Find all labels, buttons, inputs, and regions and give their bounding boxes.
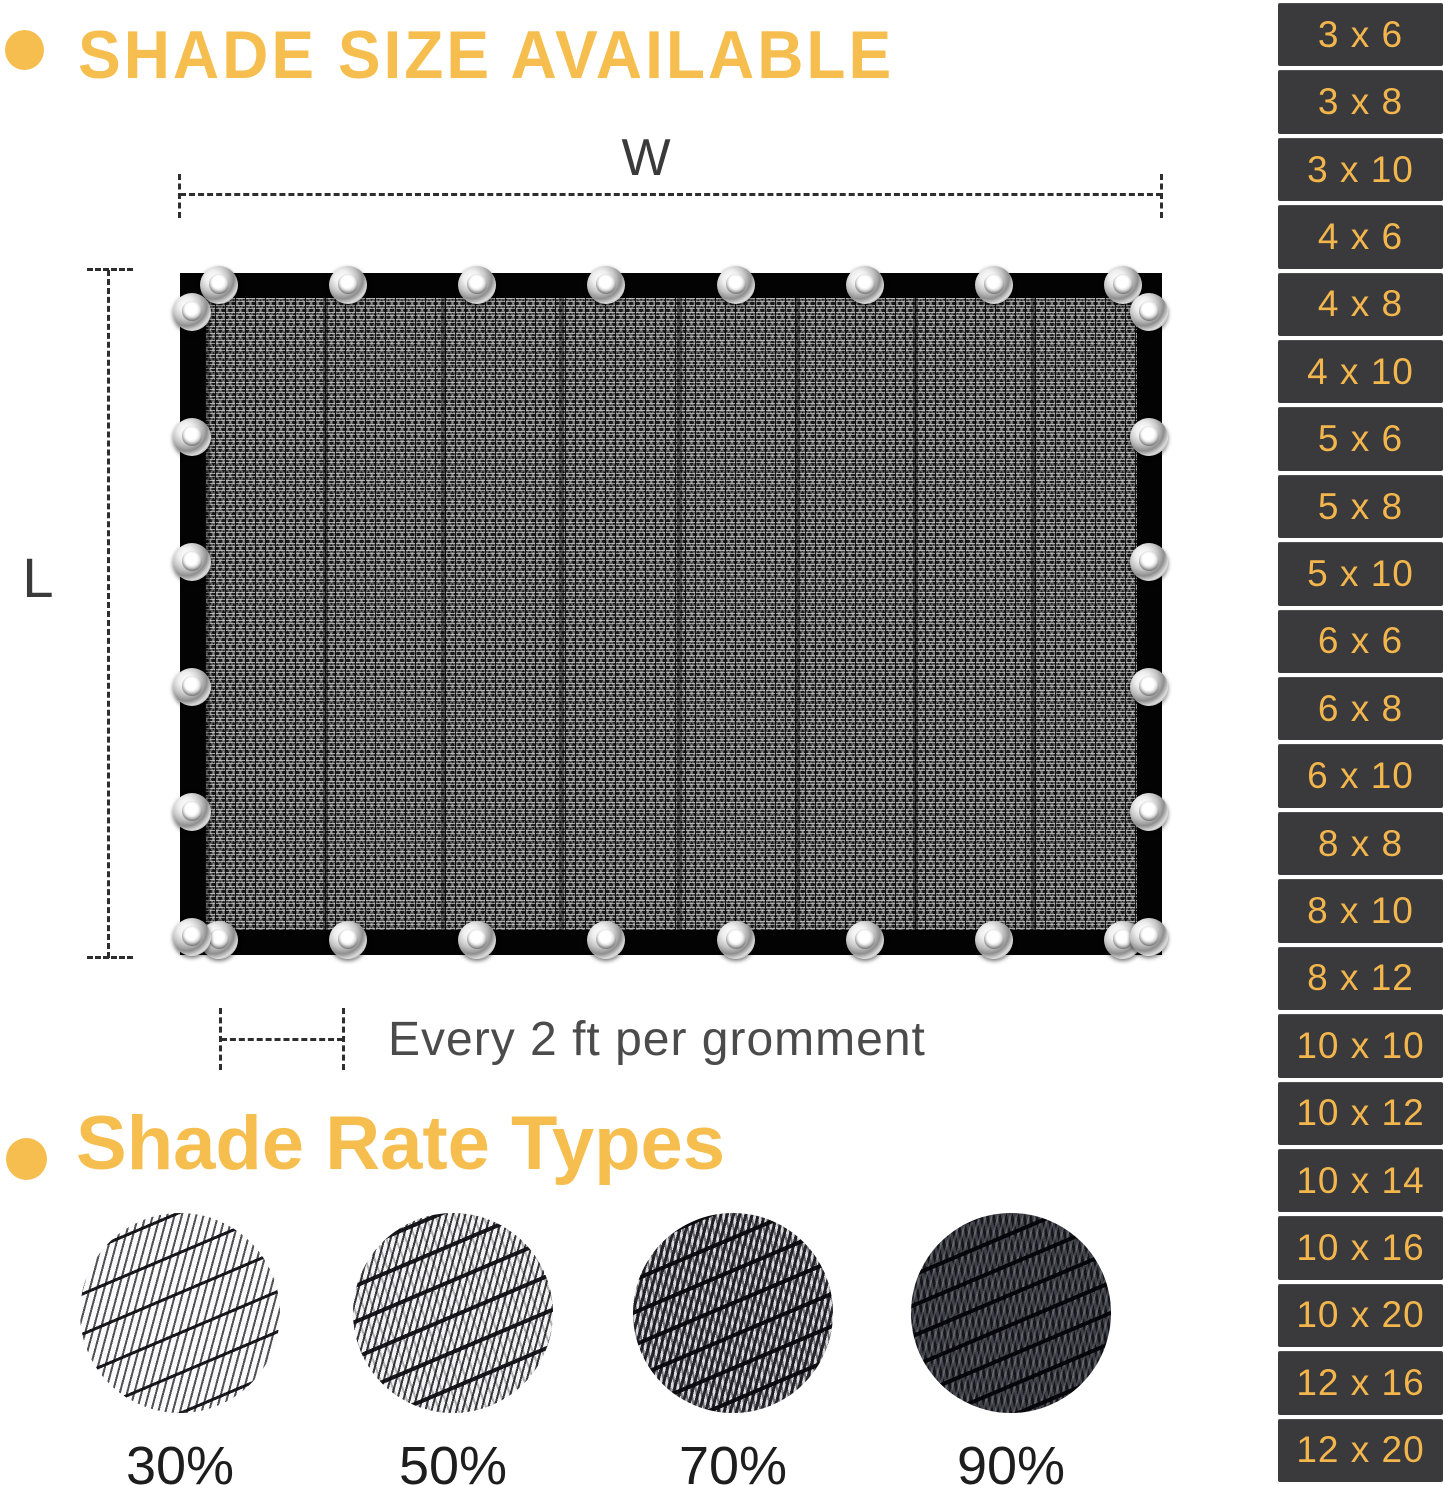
grommet-spacing-note: Every 2 ft per gromment xyxy=(388,1013,926,1066)
page-title: SHADE SIZE AVAILABLE xyxy=(78,16,895,94)
size-option: 5 x 10 xyxy=(1278,542,1443,605)
length-dimension-label: L xyxy=(22,546,54,609)
mesh-swatch-70-icon xyxy=(633,1213,833,1413)
size-option: 6 x 6 xyxy=(1278,610,1443,673)
size-option: 10 x 12 xyxy=(1278,1082,1443,1145)
grommet-icon xyxy=(846,921,884,959)
size-option: 8 x 12 xyxy=(1278,947,1443,1010)
size-option: 6 x 10 xyxy=(1278,744,1443,807)
size-option: 4 x 10 xyxy=(1278,340,1443,403)
grommet-icon xyxy=(1130,293,1168,331)
bullet-icon xyxy=(5,30,44,70)
grommet-icon xyxy=(173,293,211,331)
mesh-swatch-50-icon xyxy=(353,1213,553,1413)
size-option: 6 x 8 xyxy=(1278,677,1443,740)
shade-net xyxy=(180,273,1162,955)
width-dimension-line xyxy=(180,193,1162,196)
grommet-icon xyxy=(173,543,211,581)
size-option: 5 x 8 xyxy=(1278,475,1443,538)
grommet-icon xyxy=(975,921,1013,959)
shade-rate-item xyxy=(633,1213,833,1485)
grommet-icon xyxy=(1130,418,1168,456)
marker-right-tick xyxy=(342,1008,345,1070)
shade-rate-percent: 30% xyxy=(125,1436,235,1485)
grommet-icon xyxy=(717,266,755,304)
size-option: 12 x 16 xyxy=(1278,1351,1443,1414)
size-option: 4 x 8 xyxy=(1278,273,1443,336)
size-option: 3 x 10 xyxy=(1278,138,1443,201)
shade-rate-percent: 70% xyxy=(678,1436,788,1485)
mesh-swatch-30-icon xyxy=(80,1213,280,1413)
shade-rate-item xyxy=(911,1213,1111,1485)
grommet-icon xyxy=(717,921,755,959)
grommet-icon xyxy=(1130,668,1168,706)
size-option: 5 x 6 xyxy=(1278,407,1443,470)
size-option: 4 x 6 xyxy=(1278,205,1443,268)
mesh-texture xyxy=(205,298,1137,930)
size-option: 10 x 10 xyxy=(1278,1014,1443,1077)
mesh-swatch-90-icon xyxy=(911,1213,1111,1413)
grommet-icon xyxy=(975,266,1013,304)
shade-rate-percent: 50% xyxy=(398,1436,508,1485)
grommet-icon xyxy=(173,918,211,956)
size-option: 8 x 10 xyxy=(1278,879,1443,942)
grommet-icon xyxy=(329,266,367,304)
grommet-icon xyxy=(1130,918,1168,956)
width-dimension-label: W xyxy=(621,129,671,187)
shade-rate-percent: 90% xyxy=(956,1436,1066,1485)
shade-rate-title: Shade Rate Types xyxy=(76,1101,726,1186)
size-option: 10 x 14 xyxy=(1278,1149,1443,1212)
grommet-icon xyxy=(1130,793,1168,831)
size-option: 8 x 8 xyxy=(1278,812,1443,875)
marker-dashed-line xyxy=(221,1038,343,1041)
grommet-icon xyxy=(458,266,496,304)
length-dimension-line xyxy=(107,270,110,958)
shade-rate-item xyxy=(353,1213,553,1485)
grommet-icon xyxy=(587,921,625,959)
size-option: 10 x 20 xyxy=(1278,1284,1443,1347)
shade-rate-item xyxy=(80,1213,280,1485)
grommet-icon xyxy=(846,266,884,304)
size-list xyxy=(1278,3,1443,1482)
grommet-icon xyxy=(329,921,367,959)
grommet-icon xyxy=(587,266,625,304)
size-option: 3 x 8 xyxy=(1278,70,1443,133)
grommet-icon xyxy=(458,921,496,959)
grommet-icon xyxy=(1130,543,1168,581)
grommet-spacing-marker xyxy=(219,1008,345,1070)
size-option: 12 x 20 xyxy=(1278,1419,1443,1482)
grommet-icon xyxy=(173,793,211,831)
grommet-icon xyxy=(173,418,211,456)
size-option: 3 x 6 xyxy=(1278,3,1443,66)
grommet-icon xyxy=(173,668,211,706)
size-option: 10 x 16 xyxy=(1278,1216,1443,1279)
bullet-icon xyxy=(6,1138,47,1180)
